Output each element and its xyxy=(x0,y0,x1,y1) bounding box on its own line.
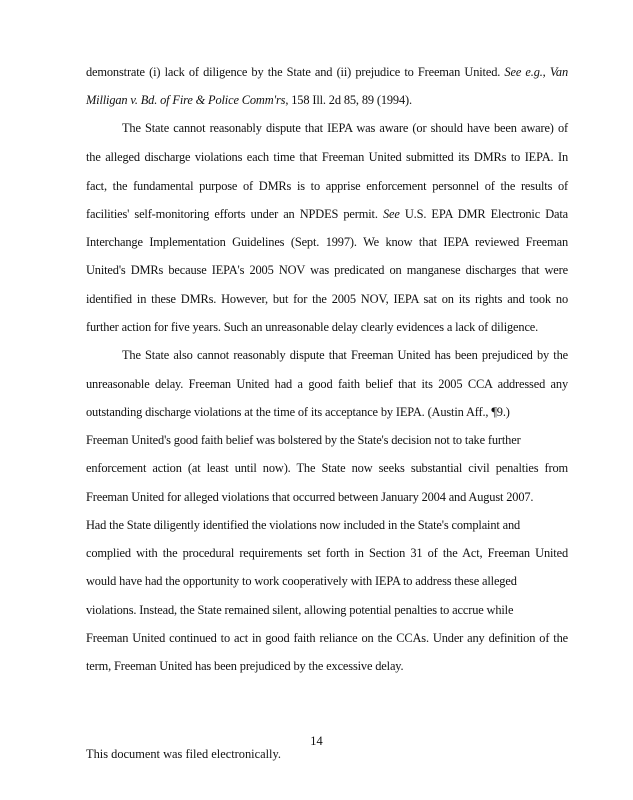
body-line-12: unreasonable delay. Freeman United had a good faith belief that its 2005 CCA addressed any xyxy=(86,377,568,391)
filing-footer-note: This document was filed electronically. xyxy=(86,747,281,761)
body-line-9: identified in these DMRs. However, but for the 2005 NOV, IEPA sat on its rights and took no xyxy=(86,292,568,306)
citation-signal: See xyxy=(382,207,400,221)
body-line-16: Freeman United for alleged violations that occurred between January 2004 and August 2007. xyxy=(86,490,534,504)
body-line-21: Freeman United continued to act in good faith reliance on the CCAs. Under any definition of the xyxy=(86,631,568,645)
body-line-11: The State also cannot reasonably dispute that Freeman United has been prejudiced by the xyxy=(122,348,568,362)
citation-signal: See e.g., Van xyxy=(504,65,568,79)
body-line-20: violations. Instead, the State remained silent, allowing potential penalties to accrue while xyxy=(86,603,514,617)
text-run: facilities' self-monitoring efforts under an NPDES permit. xyxy=(86,207,383,221)
body-line-22: term, Freeman United has been prejudiced by the excessive delay. xyxy=(86,659,404,673)
body-line-17: Had the State diligently identified the violations now included in the State's complaint and xyxy=(86,518,521,532)
text-run: demonstrate (i) lack of diligence by the State and (ii) prejudice to Freeman United. xyxy=(86,65,505,79)
body-line-15: enforcement action (at least until now). The State now seeks substantial civil penalties from xyxy=(86,461,568,475)
case-citation: Milligan v. Bd. of Fire & Police Comm'rs xyxy=(86,93,286,107)
body-line-14: Freeman United's good faith belief was bolstered by the State's decision not to take further xyxy=(86,433,521,447)
page-number: 14 xyxy=(310,734,323,748)
body-line-10: further action for five years. Such an unreasonable delay clearly evidences a lack of diligence. xyxy=(86,320,539,334)
text-run: U.S. EPA DMR Electronic Data xyxy=(399,207,568,221)
body-line-13: outstanding discharge violations at the time of its acceptance by IEPA. (Austin Aff., ¶9.) xyxy=(86,405,510,419)
body-line-5: fact, the fundamental purpose of DMRs is to apprise enforcement personnel of the results of xyxy=(86,179,568,193)
body-line-4: the alleged discharge violations each time that Freeman United submitted its DMRs to IEPA. In xyxy=(86,150,568,164)
body-line-8: United's DMRs because IEPA's 2005 NOV was predicated on manganese discharges that were xyxy=(86,263,568,277)
body-line-2 xyxy=(86,92,412,108)
body-line-6 xyxy=(86,206,568,222)
body-line-18: complied with the procedural requirements set forth in Section 31 of the Act, Freeman United xyxy=(86,546,568,560)
body-line-19: would have had the opportunity to work cooperatively with IEPA to address these alleged xyxy=(86,574,517,588)
body-line-7: Interchange Implementation Guidelines (Sept. 1997). We know that IEPA reviewed Freeman xyxy=(86,235,568,249)
text-run: , 158 Ill. 2d 85, 89 (1994). xyxy=(285,93,412,107)
body-line-1 xyxy=(86,64,568,80)
body-line-3: The State cannot reasonably dispute that IEPA was aware (or should have been aware) of xyxy=(122,121,568,135)
